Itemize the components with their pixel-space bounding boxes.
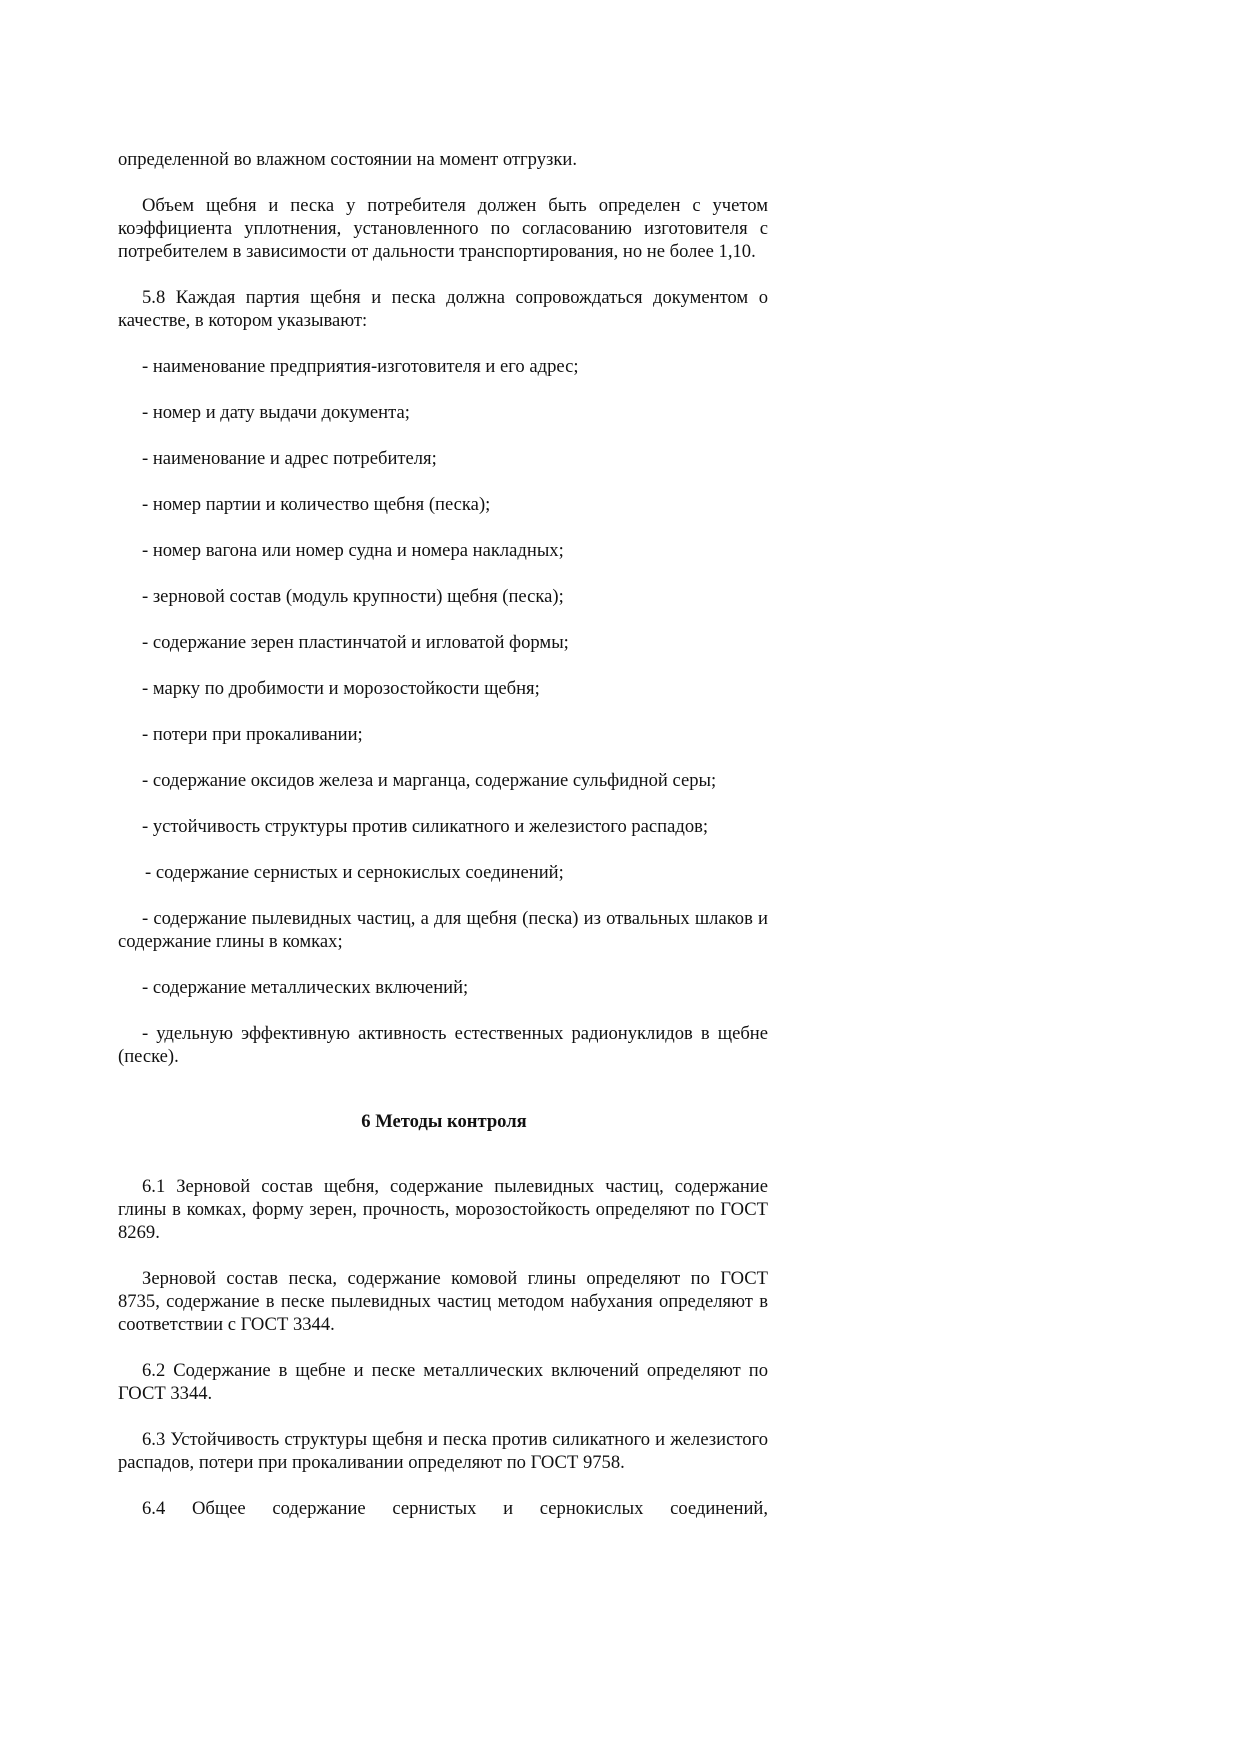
document-page [118, 148, 768, 1543]
paragraph-6-4: 6.4 Общее содержание сернистых и сернокислых соединений, [142, 1498, 768, 1519]
list-item: - содержание зерен пластинчатой и игловатой формы; [142, 632, 569, 653]
section-heading: 6 Методы контроля [361, 1111, 527, 1132]
list-item: - содержание металлических включений; [142, 977, 469, 998]
paragraph-6-1: 6.1 Зерновой состав щебня, содержание пылевидных частиц, содержание глины в комках, форму зерен, прочность, морозостойкость определяют по ГОСТ 8269. [118, 1176, 768, 1243]
list-item: - содержание сернистых и сернокислых соединений; [145, 862, 564, 883]
paragraph-6-2: 6.2 Содержание в щебне и песке металлических включений определяют по ГОСТ 3344. [118, 1360, 768, 1404]
paragraph-continuation: определенной во влажном состоянии на момент отгрузки. [118, 149, 577, 170]
paragraph-volume: Объем щебня и песка у потребителя должен быть определен с учетом коэффициента уплотнения, установленного по согласованию изготовителя с потребителем в зависимости от дальности транспортирования, но не более 1,10. [118, 195, 768, 262]
list-item: - зерновой состав (модуль крупности) щебня (песка); [142, 586, 564, 607]
list-item: - наименование и адрес потребителя; [142, 448, 437, 469]
list-item: - удельную эффективную активность естественных радионуклидов в щебне (песке). [118, 1023, 768, 1067]
list-item: - содержание пылевидных частиц, а для щебня (песка) из отвальных шлаков и содержание глины в комках; [118, 908, 768, 952]
paragraph-6-3: 6.3 Устойчивость структуры щебня и песка против силикатного и железистого распадов, потери при прокаливании определяют по ГОСТ 9758. [118, 1429, 768, 1473]
list-item: - потери при прокаливании; [142, 724, 363, 745]
list-item: - содержание оксидов железа и марганца, содержание сульфидной серы; [142, 770, 717, 791]
list-item: - номер и дату выдачи документа; [142, 402, 410, 423]
list-item: - номер партии и количество щебня (песка); [142, 494, 491, 515]
list-item: - номер вагона или номер судна и номера накладных; [142, 540, 564, 561]
list-item: - устойчивость структуры против силикатного и железистого распадов; [142, 816, 709, 837]
list-item: - наименование предприятия-изготовителя и его адрес; [142, 356, 579, 377]
list-item: - марку по дробимости и морозостойкости щебня; [142, 678, 540, 699]
paragraph-6-1-sand: Зерновой состав песка, содержание комовой глины определяют по ГОСТ 8735, содержание в песке пылевидных частиц методом набухания определяют в соответствии с ГОСТ 3344. [118, 1268, 768, 1335]
paragraph-5-8: 5.8 Каждая партия щебня и песка должна сопровождаться документом о качестве, в котором указывают: [118, 287, 768, 331]
